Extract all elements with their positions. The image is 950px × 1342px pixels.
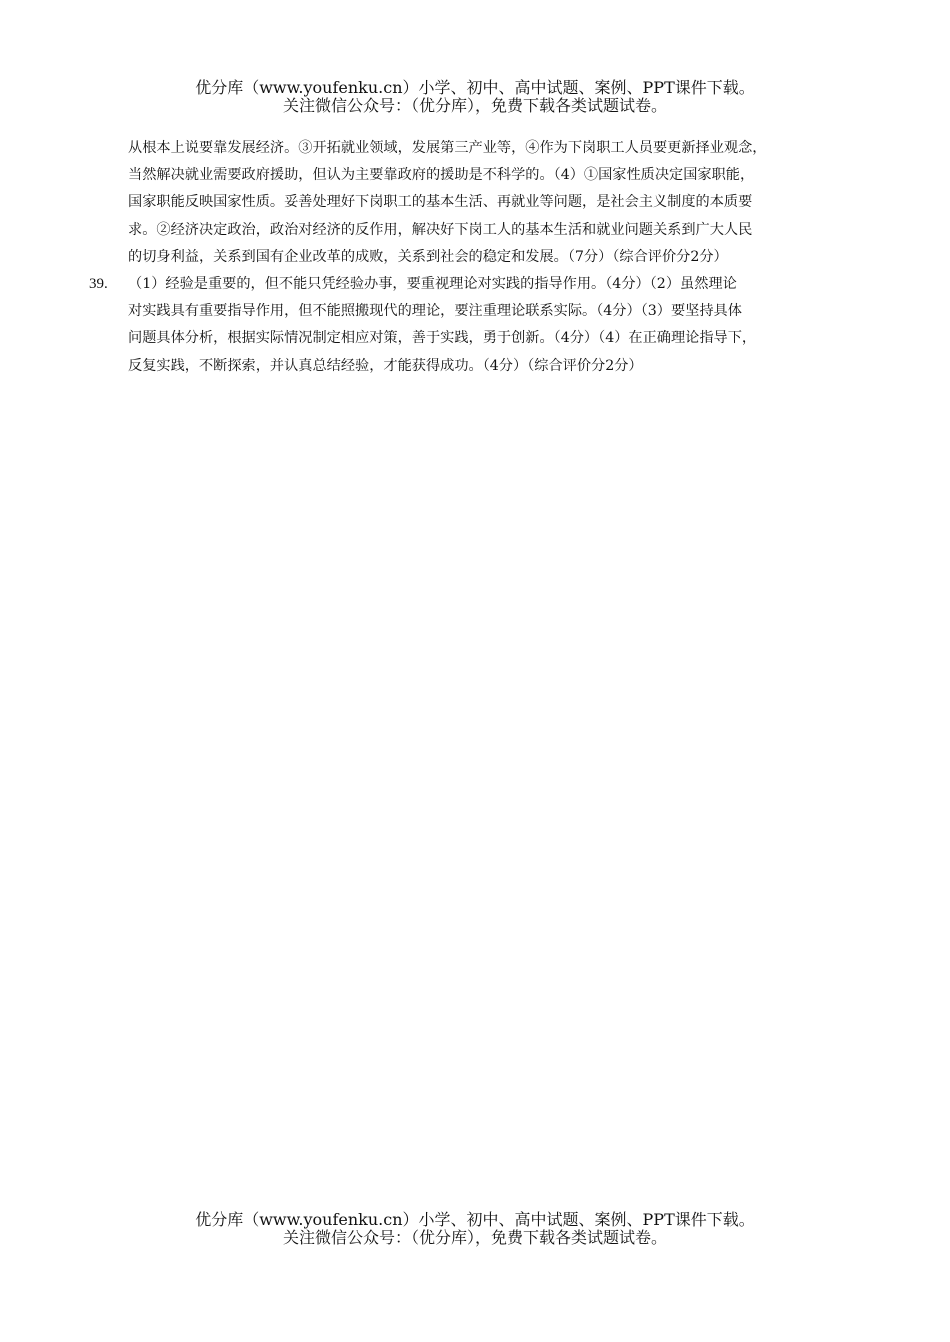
footer-line-2: 关注微信公众号：（优分库），免费下载各类试题试卷。 [282,1228,667,1247]
answer-text [89,135,874,380]
header-line-2: 关注微信公众号：（优分库），免费下载各类试题试卷。 [282,96,667,115]
page-footer [0,1211,950,1247]
page-header [0,79,950,115]
footer-line-1: 优分库（www.youfenku.cn）小学、初中、高中试题、案例、PPT课件下载。 [195,1210,755,1229]
text-line: 求。②经济决定政治，政治对经济的反作用，解决好下岗工人的基本生活和就业问题关系到广大人民 [128,221,753,238]
header-line-1: 优分库（www.youfenku.cn）小学、初中、高中试题、案例、PPT课件下载。 [195,78,755,97]
text-line: 国家职能反映国家性质。妥善处理好下岗职工的基本生活、再就业等问题，是社会主义制度的本质要 [128,194,753,211]
text-line: 问题具体分析，根据实际情况制定相应对策，善于实践，勇于创新。（4分）（4）在正确理论指导下， [128,330,757,347]
text-line: 对实践具有重要指导作用，但不能照搬现代的理论，要注重理论联系实际。（4分）（3）要坚持具体 [128,303,742,320]
text-line: 当然解决就业需要政府援助，但认为主要靠政府的援助是不科学的。（4）①国家性质决定国家职能， [128,167,755,184]
text-line: 反复实践，不断探索，并认真总结经验，才能获得成功。（4分）（综合评价分2分） [128,357,643,374]
text-line: 从根本上说要靠发展经济。③开拓就业领域，发展第三产业等，④作为下岗职工人员要更新择业观念， [128,140,767,156]
continuation-paragraph [128,135,874,271]
text-line: （1）经验是重要的，但不能只凭经验办事，要重视理论对实践的指导作用。（4分）（2）虽然理论 [128,276,737,293]
text-line: 的切身利益，关系到国有企业改革的成败，关系到社会的稳定和发展。（7分）（综合评价分2分） [128,248,728,265]
question-number: 39. [89,276,108,293]
question-39-answer [89,271,874,380]
